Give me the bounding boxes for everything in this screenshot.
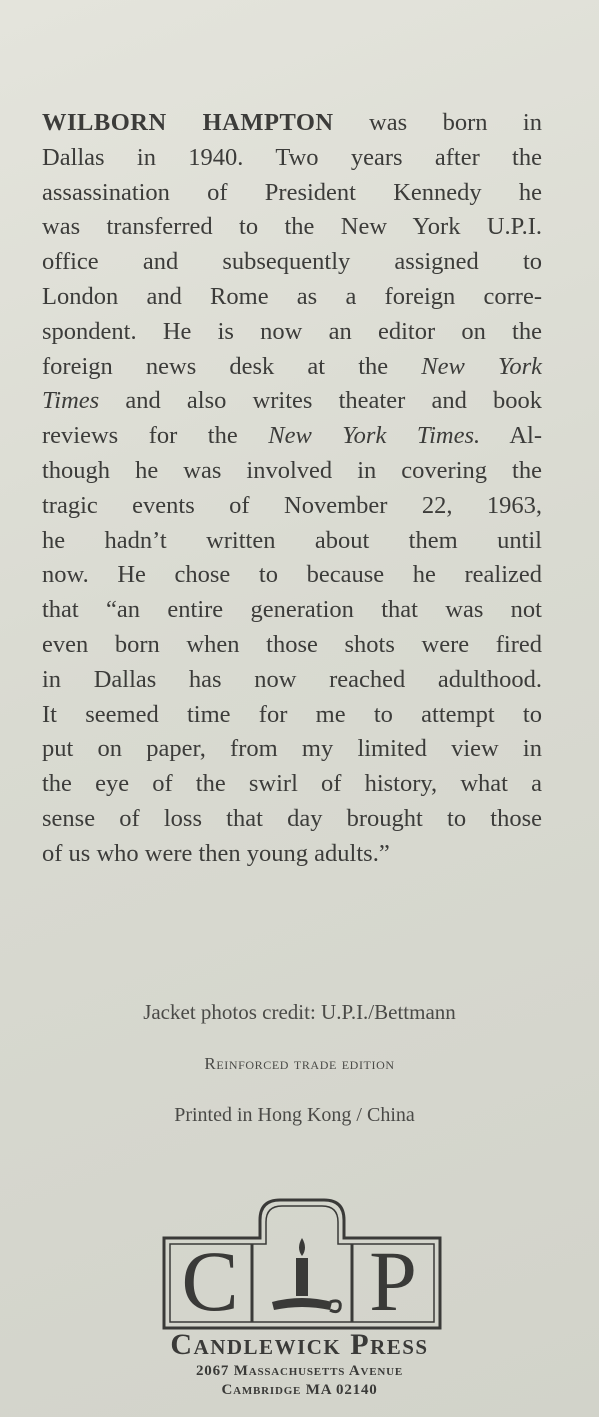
bio-line: WILBORN HAMPTON was born in	[42, 109, 542, 136]
bio-line: spondent. He is now an editor on the	[42, 317, 542, 345]
bio-line: office and subsequently assigned to	[42, 248, 542, 276]
bio-line: was transferred to the New York U.P.I.	[42, 213, 542, 241]
bio-line: of us who were then young adults.”	[42, 839, 390, 867]
bio-line: Times and also writes theater and book	[42, 387, 542, 415]
bio-line: sense of loss that day brought to those	[42, 804, 542, 832]
bio-line: Dallas in 1940. Two years after the	[42, 143, 542, 171]
publisher-name: Candlewick Press	[170, 1328, 429, 1361]
author-bio	[42, 106, 542, 872]
publisher-logo	[162, 1198, 442, 1333]
logo-letter-p: P	[369, 1233, 417, 1329]
bio-line: tragic events of November 22, 1963,	[42, 491, 542, 519]
candle-icon	[272, 1238, 340, 1312]
bio-line: assassination of President Kennedy he	[42, 178, 542, 206]
bio-line: foreign news desk at the New York	[42, 352, 543, 380]
bio-line: that “an entire generation that was not	[42, 596, 542, 624]
bio-line: the eye of the swirl of history, what a	[42, 770, 542, 798]
bio-line: even born when those shots were fired	[42, 630, 542, 658]
bio-line: now. He chose to because he realized	[42, 561, 542, 589]
photo-credit: Jacket photos credit: U.P.I./Bettmann	[143, 1000, 456, 1024]
publisher-street: 2067 Massachusetts Avenue	[196, 1363, 403, 1379]
bio-line: he hadn’t written about them until	[42, 526, 542, 554]
edition-label: Reinforced trade edition	[204, 1054, 395, 1073]
logo-graphic	[162, 1198, 442, 1333]
bio-line: in Dallas has now reached adulthood.	[42, 665, 542, 693]
bio-line: reviews for the New York Times. Al-	[42, 422, 542, 450]
bio-line: put on paper, from my limited view in	[42, 735, 542, 763]
logo-letter-c: C	[181, 1233, 239, 1329]
bio-line: though he was involved in covering the	[42, 456, 542, 484]
publisher-city: Cambridge MA 02140	[221, 1382, 378, 1398]
bio-line: London and Rome as a foreign corre-	[42, 282, 542, 310]
printed-in: Printed in Hong Kong / China	[174, 1104, 415, 1126]
author-name: WILBORN HAMPTON	[42, 109, 334, 136]
bio-line: It seemed time for me to attempt to	[42, 700, 542, 728]
